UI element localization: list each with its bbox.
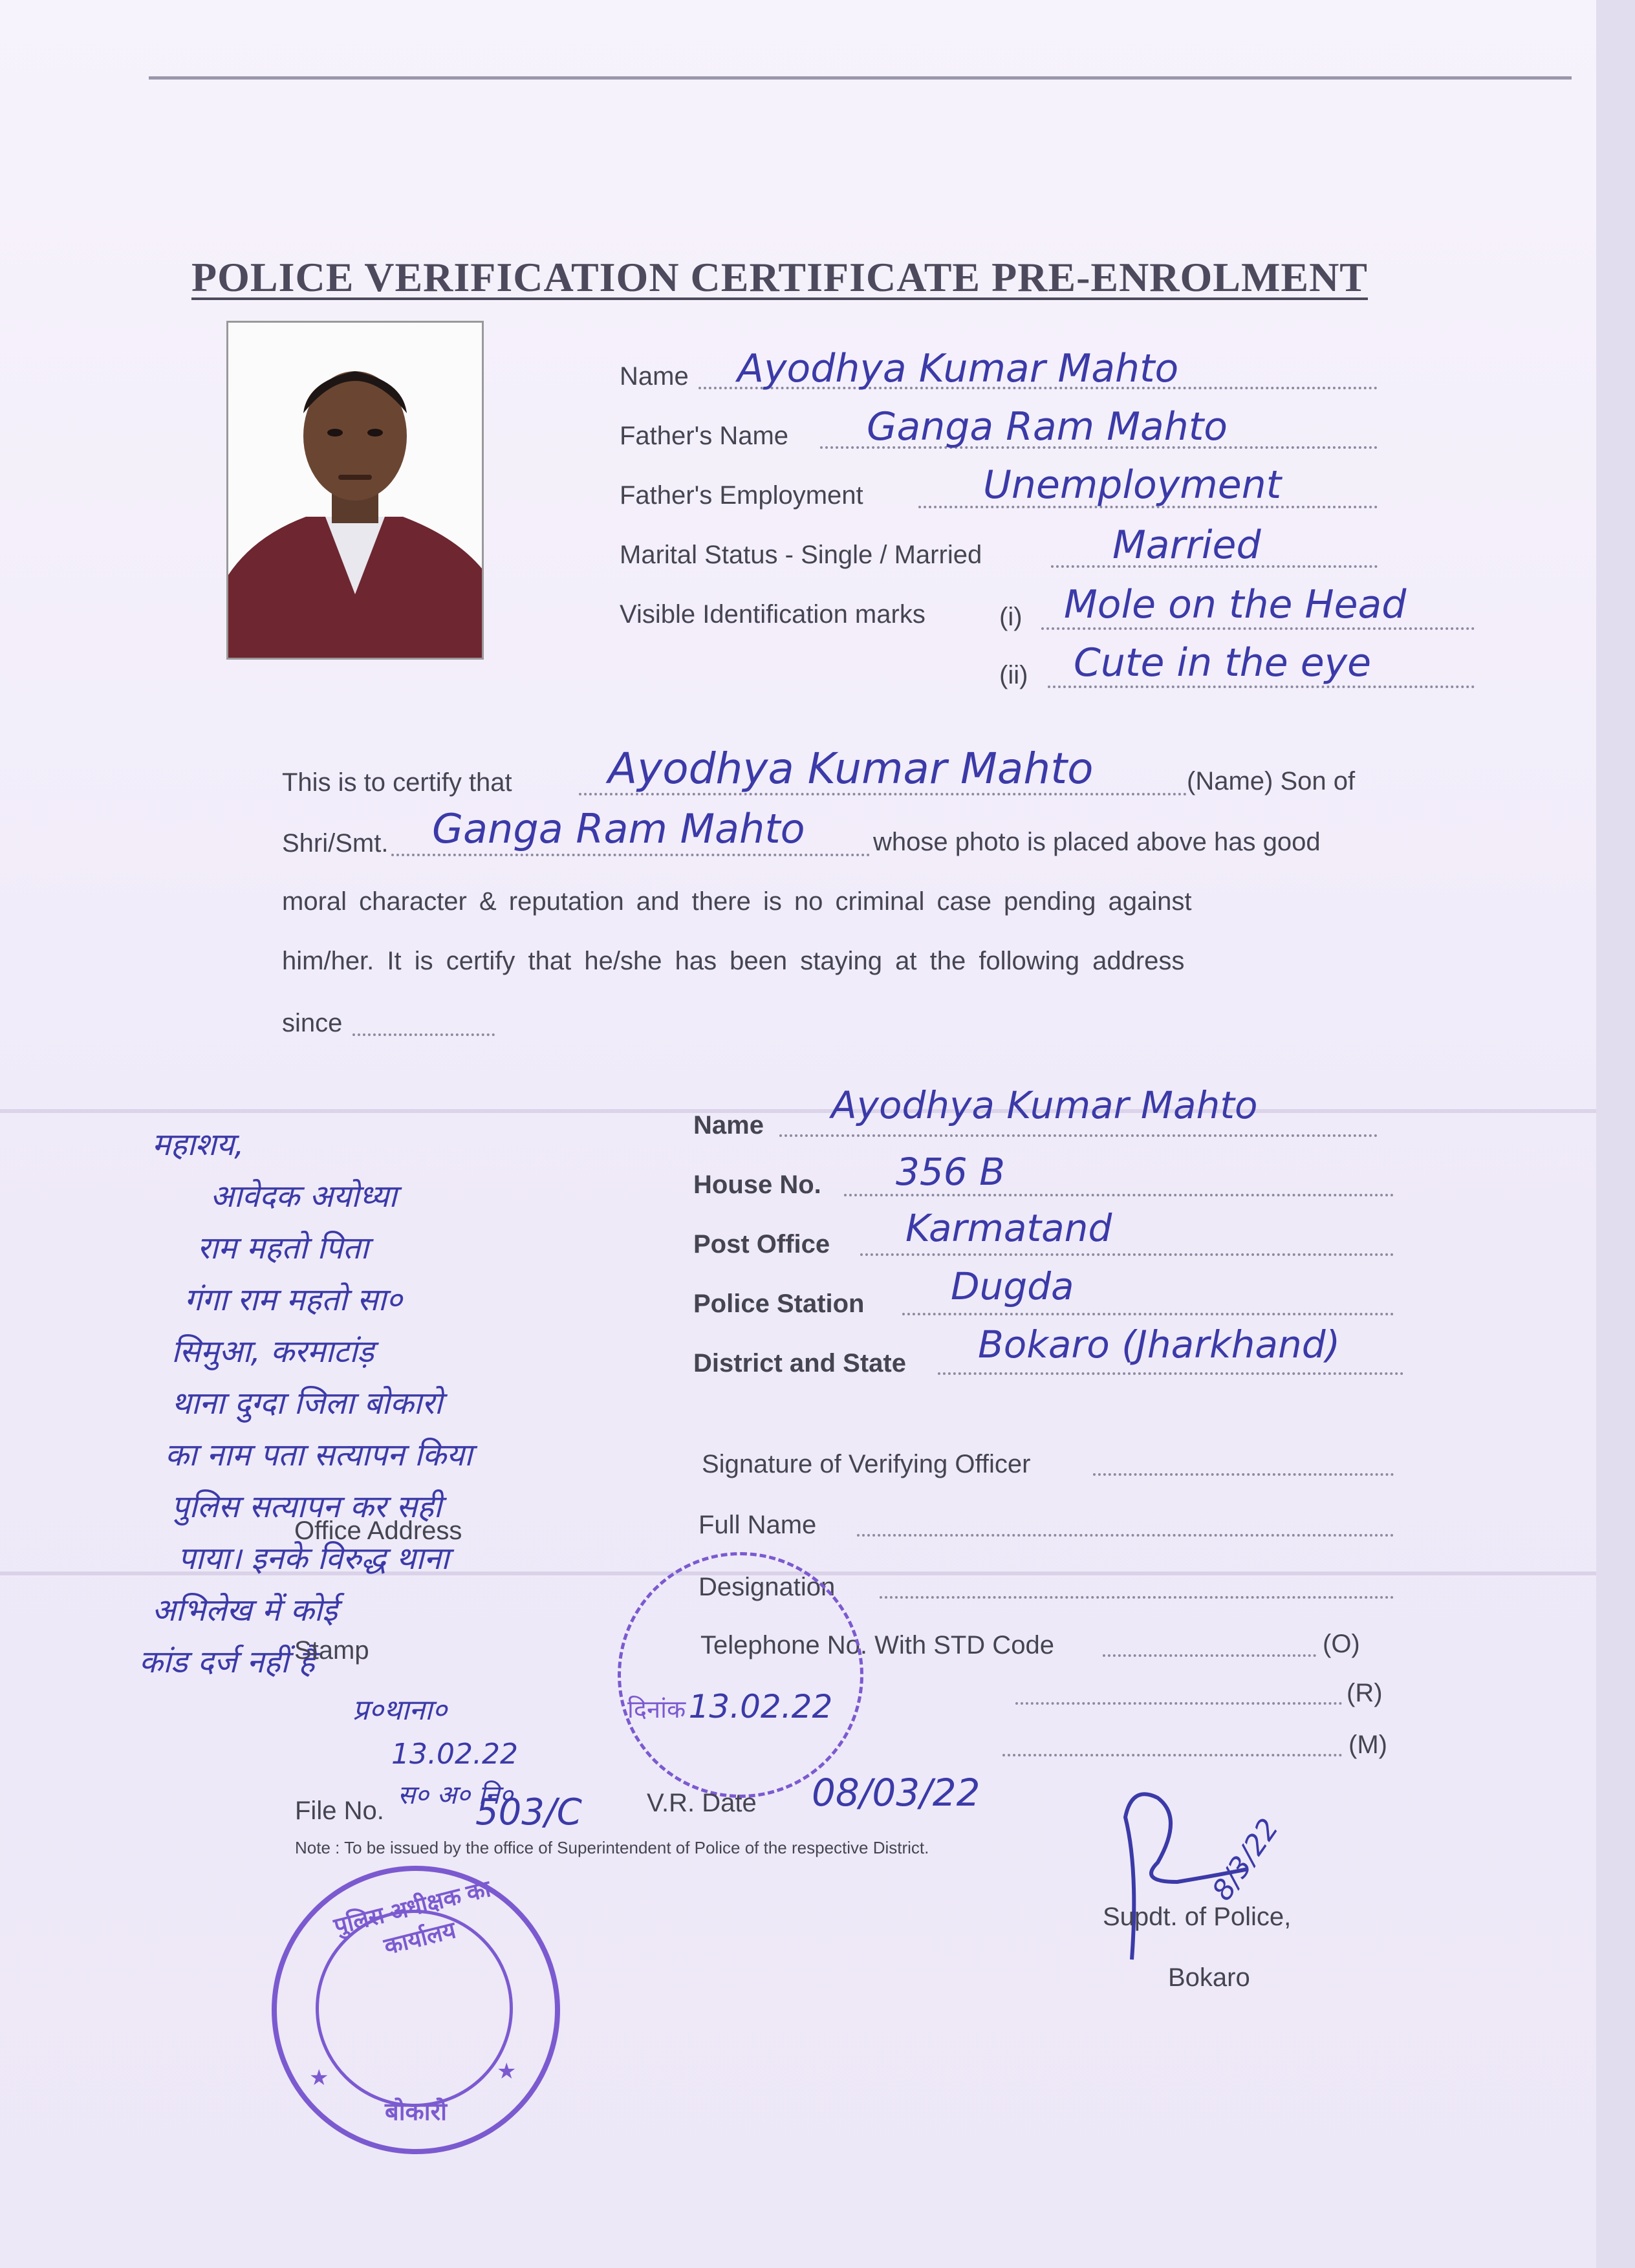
certify-text: him/her. It is certify that he/she has been staying at the following address bbox=[282, 947, 1185, 975]
designation-label: Designation bbox=[698, 1573, 836, 1601]
mark-1-number: (i) bbox=[999, 603, 1023, 631]
district-state-label: District and State bbox=[693, 1349, 906, 1377]
certify-text: whose photo is placed above has good bbox=[873, 828, 1321, 856]
full-name-label: Full Name bbox=[698, 1511, 817, 1539]
post-office-value: Karmatand bbox=[905, 1206, 1112, 1250]
telephone-residence-code: (R) bbox=[1347, 1679, 1383, 1707]
name-label: Name bbox=[620, 362, 689, 391]
certify-text: moral character & reputation and there is no criminal case pending against bbox=[282, 887, 1192, 916]
page-title: POLICE VERIFICATION CERTIFICATE PRE-ENROLMENT bbox=[191, 254, 1368, 300]
mark-2-number: (ii) bbox=[999, 661, 1028, 689]
office-address-label: Office Address bbox=[294, 1517, 462, 1545]
paper-edge bbox=[1596, 0, 1635, 2268]
dotted-line bbox=[857, 1534, 1394, 1537]
hindi-note-line: 13.02.22 bbox=[391, 1738, 518, 1771]
dotted-line bbox=[844, 1194, 1394, 1196]
signatory-location: Bokaro bbox=[1168, 1963, 1250, 1992]
district-state-value: Bokaro (Jharkhand) bbox=[978, 1323, 1341, 1366]
house-no-value: 356 B bbox=[896, 1150, 1005, 1194]
vr-date-label: V.R. Date bbox=[647, 1789, 757, 1817]
signature-officer-label: Signature of Verifying Officer bbox=[702, 1450, 1031, 1478]
stamp-date bbox=[627, 1688, 832, 1725]
dotted-line bbox=[1041, 627, 1475, 630]
dotted-line bbox=[1002, 1754, 1342, 1756]
police-station-label: Police Station bbox=[693, 1290, 865, 1318]
father-employment-value: Unemployment bbox=[983, 462, 1282, 508]
address-name-value: Ayodhya Kumar Mahto bbox=[831, 1083, 1258, 1127]
hindi-note-line: का नाम पता सत्यापन किया bbox=[165, 1437, 473, 1473]
father-employment-label: Father's Employment bbox=[620, 481, 863, 510]
certify-text: This is to certify that bbox=[282, 768, 512, 797]
name-value: Ayodhya Kumar Mahto bbox=[737, 346, 1179, 391]
dotted-line bbox=[352, 1033, 495, 1036]
mark-2-value: Cute in the eye bbox=[1074, 640, 1372, 686]
signature-mark-icon bbox=[1087, 1772, 1319, 1966]
hindi-note-line: आवेदक अयोध्या bbox=[210, 1178, 397, 1215]
stamp-date-value: 13.02.22 bbox=[688, 1688, 833, 1725]
dotted-line bbox=[860, 1253, 1394, 1256]
person-photo-icon bbox=[228, 323, 482, 658]
hindi-note-line: पाया। इनके विरुद्ध थाना bbox=[178, 1540, 449, 1577]
dotted-line bbox=[880, 1596, 1394, 1599]
seal-top-text: पुलिस अधीक्षक का कार्यालय bbox=[331, 1875, 493, 1960]
police-station-value: Dugda bbox=[951, 1264, 1074, 1308]
footnote: Note : To be issued by the office of Superintendent of Police of the respective District. bbox=[295, 1838, 929, 1857]
marital-status-value: Married bbox=[1112, 523, 1261, 568]
mark-1-value: Mole on the Head bbox=[1064, 582, 1407, 627]
stamp-label: Stamp bbox=[294, 1636, 369, 1665]
signature-date: 8/3/22 bbox=[1206, 1812, 1286, 1907]
fold-line bbox=[0, 1109, 1635, 1113]
hindi-note-line: पुलिस सत्यापन कर सही bbox=[171, 1489, 442, 1525]
hindi-note-line: स० अ० नि० bbox=[398, 1780, 513, 1810]
house-no-label: House No. bbox=[693, 1171, 821, 1199]
telephone-office-code: (O) bbox=[1323, 1630, 1360, 1658]
post-office-label: Post Office bbox=[693, 1230, 830, 1258]
file-no-label: File No. bbox=[295, 1797, 384, 1825]
marital-status-label: Marital Status - Single / Married bbox=[620, 541, 982, 569]
hindi-note-line: अभिलेख में कोई bbox=[152, 1592, 338, 1628]
father-name-label: Father's Name bbox=[620, 422, 789, 450]
applicant-photo bbox=[226, 321, 484, 660]
office-seal bbox=[272, 1866, 560, 2154]
police-station-stamp bbox=[618, 1552, 863, 1798]
dotted-line bbox=[1103, 1654, 1316, 1657]
certify-text: Shri/Smt. bbox=[282, 829, 389, 858]
file-no-value: 503/C bbox=[475, 1791, 582, 1833]
father-name-value: Ganga Ram Mahto bbox=[867, 404, 1228, 449]
certify-text: (Name) Son of bbox=[1187, 767, 1356, 795]
hindi-note-line: गंगा राम महतो सा० bbox=[184, 1282, 402, 1318]
dotted-line bbox=[1093, 1473, 1394, 1476]
certify-text: since bbox=[282, 1009, 343, 1037]
dotted-line bbox=[1048, 686, 1475, 688]
seal-bottom-text: बोकारो bbox=[385, 2099, 447, 2126]
identification-marks-label: Visible Identification marks bbox=[620, 600, 926, 629]
star-icon: ★ bbox=[309, 2066, 329, 2090]
hindi-note-line: कांड दर्ज नहीं है bbox=[139, 1644, 315, 1680]
hindi-note-line: सिमुआ, करमाटांड़ bbox=[171, 1334, 374, 1370]
hindi-note-line: थाना दुग्दा जिला बोकारो bbox=[171, 1385, 443, 1421]
hindi-note-line: प्र०थाना० bbox=[352, 1694, 448, 1727]
dotted-line bbox=[779, 1134, 1378, 1137]
telephone-mobile-code: (M) bbox=[1348, 1731, 1387, 1759]
dotted-line bbox=[938, 1372, 1403, 1375]
hindi-note-line: राम महतो पिता bbox=[197, 1230, 369, 1266]
certify-name-value: Ayodhya Kumar Mahto bbox=[608, 744, 1094, 794]
vr-date-value: 08/03/22 bbox=[812, 1771, 980, 1815]
dotted-line bbox=[1015, 1702, 1342, 1705]
stamp-date-prefix: दिनांक bbox=[627, 1695, 686, 1723]
star-icon: ★ bbox=[497, 2059, 517, 2084]
address-name-label: Name bbox=[693, 1111, 764, 1139]
hindi-note-line: महाशय, bbox=[152, 1127, 244, 1163]
signatory-title: Supdt. of Police, bbox=[1103, 1903, 1292, 1931]
top-rule bbox=[149, 76, 1572, 80]
certify-father-value: Ganga Ram Mahto bbox=[432, 805, 805, 852]
dotted-line bbox=[391, 854, 870, 856]
telephone-label: Telephone No. With STD Code bbox=[700, 1631, 1054, 1659]
dotted-line bbox=[902, 1313, 1394, 1315]
